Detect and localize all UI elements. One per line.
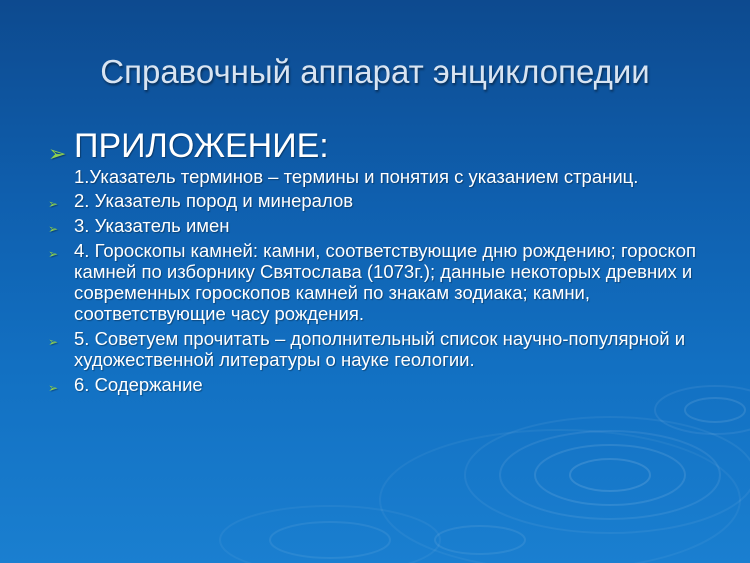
arrow-bullet-icon: ➢ <box>48 335 59 349</box>
list-item-appendix <box>48 128 708 164</box>
list-item-text: 3. Указатель имен <box>74 215 230 236</box>
list-item <box>48 328 708 370</box>
terms-index-text: 1.Указатель терминов – термины и понятия с указанием страниц. <box>74 166 639 187</box>
arrow-bullet-icon: ➢ <box>48 247 59 261</box>
list-item-text: 5. Советуем прочитать – дополнительный список научно-популярной и художественной литературы о науке геологии. <box>74 328 686 370</box>
list-item <box>48 374 708 395</box>
list-item <box>48 190 708 211</box>
arrow-bullet-icon: ➢ <box>48 222 59 236</box>
list-item <box>48 240 708 324</box>
list-item-text: 6. Содержание <box>74 374 203 395</box>
bullet-list <box>48 128 708 399</box>
list-item-text: 2. Указатель пород и минералов <box>74 190 354 211</box>
arrow-bullet-icon: ➢ <box>48 381 59 395</box>
arrow-bullet-icon: ➢ <box>48 197 59 211</box>
list-item-text: 4. Гороскопы камней: камни, соответствующие дню рождению; гороскоп камней по изборнику Святослава (1073г.); данные некоторых древних и современных гороскопов камней по знакам зодиака; камни, соответствующие часу рождения. <box>74 240 697 324</box>
list-item <box>48 215 708 236</box>
arrow-bullet-icon: ➢ <box>48 141 67 166</box>
list-item-terms-index <box>48 166 708 187</box>
slide-title: Справочный аппарат энциклопедии <box>100 53 650 90</box>
appendix-heading: ПРИЛОЖЕНИЕ: <box>74 127 329 165</box>
